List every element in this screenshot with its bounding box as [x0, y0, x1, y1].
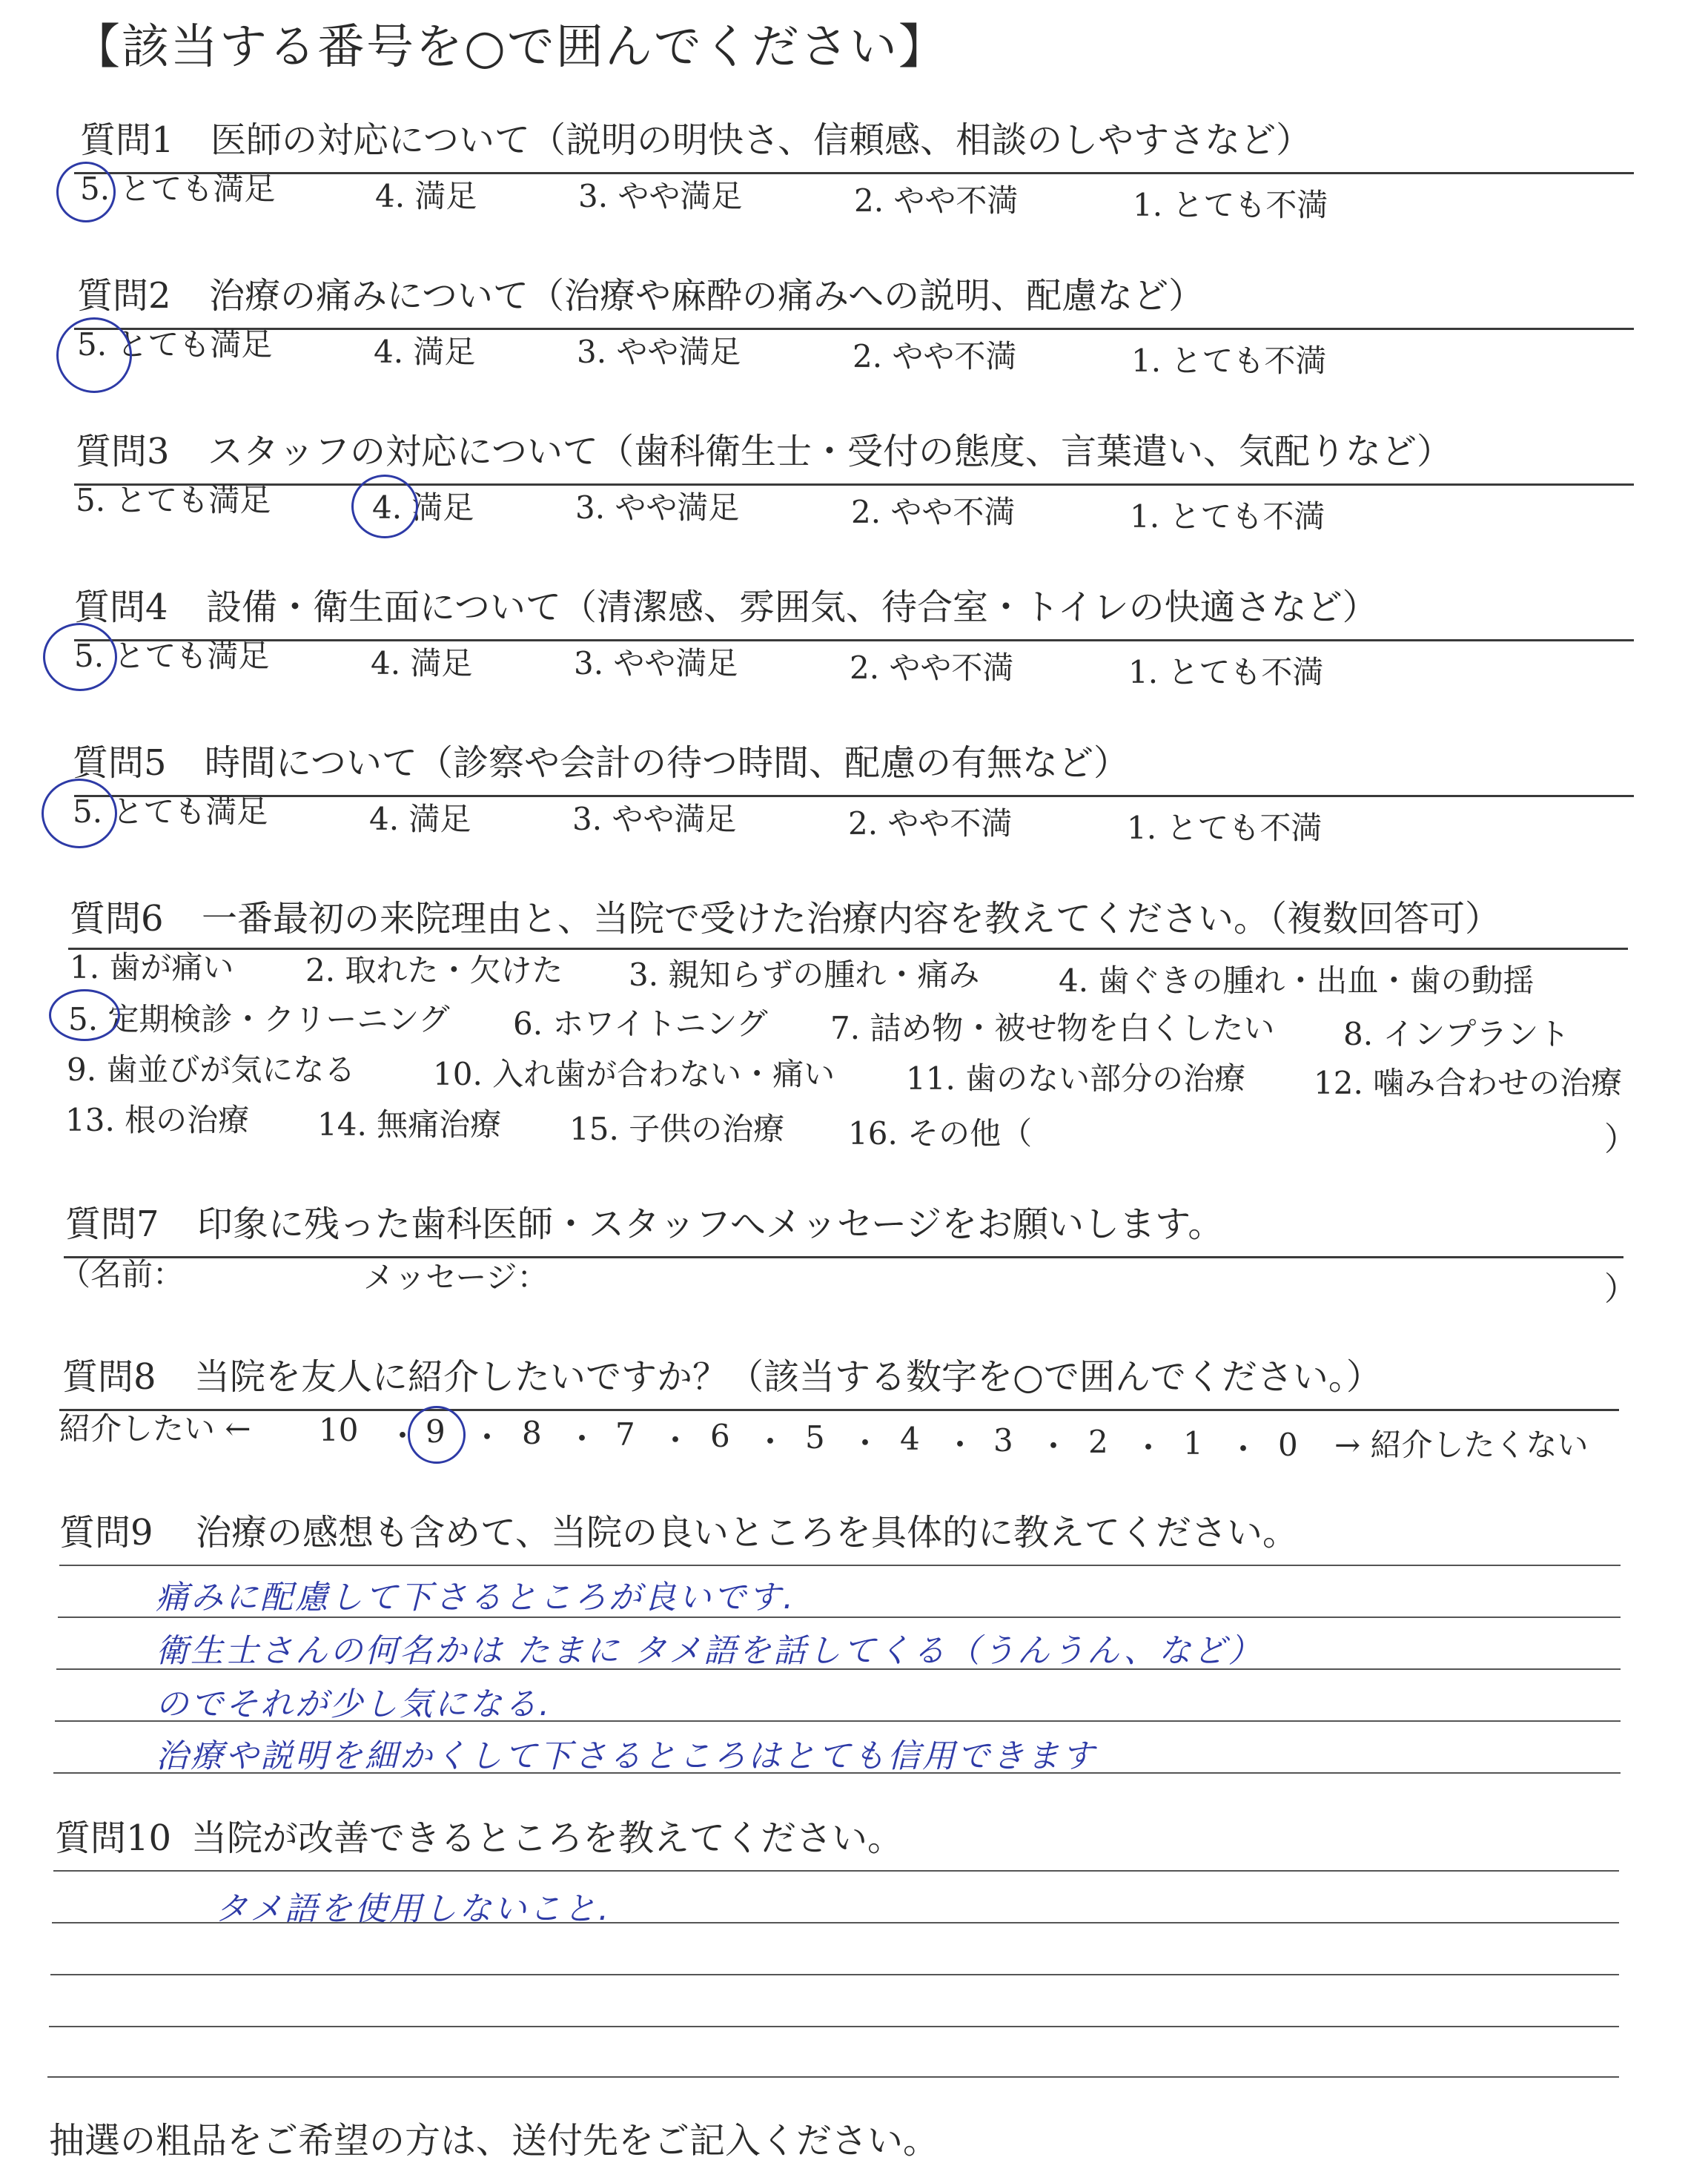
q8-sep: ・ — [944, 1427, 976, 1463]
q7-message-label: メッセージ： — [363, 1259, 549, 1295]
q2-selection-circle — [56, 317, 132, 393]
q8-sep: ・ — [1133, 1430, 1165, 1466]
q3-option-1[interactable]: 1. とても不満 — [1130, 498, 1325, 535]
q5-option-4[interactable]: 4. 満足 — [369, 801, 471, 837]
q9-line-1 — [59, 1565, 1621, 1566]
q6-option-4[interactable]: 4. 歯ぐきの腫れ・出血・歯の動揺 — [1059, 962, 1535, 999]
q4-rule — [74, 639, 1634, 641]
q1-option-3[interactable]: 3. やや満足 — [578, 178, 743, 214]
q6-option-1[interactable]: 1. 歯が痛い — [70, 949, 234, 985]
q6-option-2[interactable]: 2. 取れた・欠けた — [305, 952, 563, 988]
q6-text: 一番最初の来院理由と、当院で受けた治療内容を教えてください。（複数回答可） — [202, 898, 1501, 939]
q6-option-13[interactable]: 13. 根の治療 — [65, 1102, 250, 1138]
q8-selection-circle — [408, 1406, 466, 1464]
q1-rule — [74, 172, 1634, 174]
q8-sep: ・ — [660, 1422, 692, 1459]
q5-selection-circle — [42, 779, 117, 848]
q4-option-3[interactable]: 3. やや満足 — [574, 645, 738, 681]
q7-label: 質問7 — [65, 1203, 159, 1245]
q2-rule — [74, 328, 1634, 330]
q6-option-10[interactable]: 10. 入れ歯が合わない・痛い — [433, 1056, 835, 1092]
q10-line-5 — [47, 2076, 1619, 2078]
q4-selection-circle — [43, 623, 117, 691]
q8-scale-1[interactable]: 1 — [1183, 1425, 1203, 1462]
q1-option-1[interactable]: 1. とても不満 — [1133, 187, 1328, 223]
q9-answer-line-3: のでそれが少し気になる. — [156, 1685, 552, 1723]
q7-text: 印象に残った歯科医師・スタッフへメッセージをお願いします。 — [197, 1203, 1224, 1245]
q8-rule — [59, 1409, 1619, 1411]
q4-text: 設備・衛生面について（清潔感、雰囲気、待合室・トイレの快適さなど） — [206, 587, 1378, 628]
q3-rule — [74, 483, 1634, 486]
q4-option-5[interactable]: 5. とても満足 — [74, 638, 270, 674]
q1-option-2[interactable]: 2. やや不満 — [854, 182, 1019, 219]
q2-option-2[interactable]: 2. やや不満 — [853, 338, 1017, 374]
q6-option-6[interactable]: 6. ホワイトニング — [513, 1005, 768, 1042]
q1-option-5[interactable]: 5. とても満足 — [80, 171, 276, 207]
q7-name-label: （名前： — [59, 1256, 185, 1292]
q6-option-11[interactable]: 11. 歯のない部分の治療 — [906, 1060, 1246, 1097]
q4-option-4[interactable]: 4. 満足 — [371, 645, 473, 681]
q6-selection-circle — [49, 989, 120, 1041]
q3-option-3[interactable]: 3. やや満足 — [575, 489, 740, 526]
q8-scale-5[interactable]: 5 — [805, 1419, 825, 1456]
q3-text: スタッフの対応について（歯科衛生士・受付の態度、言葉遣い、気配りなど） — [208, 431, 1453, 472]
q8-scale-8[interactable]: 8 — [522, 1415, 542, 1451]
q3-option-4[interactable]: 4. 満足 — [372, 489, 474, 526]
q8-scale-9[interactable]: 9 — [426, 1413, 446, 1450]
q6-option-9[interactable]: 9. 歯並びが気になる — [67, 1051, 356, 1088]
q8-left-label: 紹介したい ← — [59, 1410, 251, 1447]
q9-answer-line-4: 治療や説明を細かくして下さるところはとても信用できます — [156, 1737, 1096, 1775]
q5-rule — [74, 795, 1634, 797]
q8-sep: ・ — [1038, 1428, 1070, 1464]
q2-label: 質問2 — [77, 275, 171, 317]
q6-close-paren: ） — [1604, 1120, 1637, 1158]
q6-option-7[interactable]: 7. 詰め物・被せ物を白くしたい — [830, 1010, 1275, 1046]
q9-text: 治療の感想も含めて、当院の良いところを具体的に教えてください。 — [196, 1512, 1299, 1553]
q6-option-14[interactable]: 14. 無痛治療 — [317, 1106, 502, 1143]
q2-option-5[interactable]: 5. とても満足 — [77, 326, 273, 363]
q8-sep: ・ — [1228, 1431, 1260, 1467]
q4-label: 質問4 — [74, 587, 168, 628]
q8-scale-7[interactable]: 7 — [615, 1416, 635, 1453]
q8-scale-6[interactable]: 6 — [710, 1418, 730, 1454]
q10-label: 質問10 — [55, 1817, 172, 1859]
q7-close-paren: ） — [1604, 1270, 1637, 1308]
q8-scale-2[interactable]: 2 — [1088, 1424, 1108, 1460]
q2-option-4[interactable]: 4. 満足 — [374, 334, 476, 370]
q5-option-2[interactable]: 2. やや不満 — [848, 805, 1013, 842]
q1-selection-circle — [56, 162, 116, 222]
footer-note: 抽選の粗品をご希望の方は、送付先をご記入ください。 — [49, 2120, 939, 2162]
q4-option-1[interactable]: 1. とても不満 — [1128, 654, 1324, 690]
q8-scale-10[interactable]: 10 — [319, 1412, 359, 1448]
q8-scale-0[interactable]: 0 — [1278, 1427, 1298, 1463]
q1-option-4[interactable]: 4. 満足 — [375, 178, 477, 214]
q6-rule — [68, 948, 1628, 950]
q8-scale-3[interactable]: 3 — [993, 1422, 1013, 1459]
q8-sep: ・ — [566, 1421, 598, 1457]
q10-text: 当院が改善できるところを教えてください。 — [191, 1817, 904, 1859]
q6-option-15[interactable]: 15. 子供の治療 — [569, 1111, 785, 1147]
q6-option-16[interactable]: 16. その他（ — [848, 1115, 1033, 1152]
form-title: 【該当する番号を○で囲んでください】 — [73, 20, 947, 75]
q6-option-5[interactable]: 5. 定期検診・クリーニング — [68, 1001, 450, 1037]
q9-label: 質問9 — [59, 1512, 153, 1553]
q8-sep: ・ — [387, 1418, 419, 1454]
q5-label: 質問5 — [73, 742, 167, 784]
q6-option-12[interactable]: 12. 噛み合わせの治療 — [1314, 1065, 1623, 1101]
q4-option-2[interactable]: 2. やや不満 — [850, 650, 1014, 686]
q3-selection-circle — [351, 475, 418, 538]
q5-text: 時間について（診察や会計の待つ時間、配慮の有無など） — [205, 742, 1130, 784]
q8-sep: ・ — [471, 1419, 503, 1456]
q2-option-3[interactable]: 3. やや満足 — [577, 334, 741, 370]
q8-scale-4[interactable]: 4 — [900, 1421, 920, 1457]
q6-option-3[interactable]: 3. 親知らずの腫れ・痛み — [629, 957, 980, 993]
q8-label: 質問8 — [62, 1356, 156, 1398]
q8-sep: ・ — [755, 1424, 787, 1460]
q10-line-3 — [50, 1974, 1619, 1975]
q3-option-2[interactable]: 2. やや不満 — [851, 494, 1016, 530]
q2-text: 治療の痛みについて（治療や麻酔の痛みへの説明、配慮など） — [209, 275, 1205, 317]
q5-option-1[interactable]: 1. とても不満 — [1127, 810, 1323, 846]
q7-rule — [64, 1256, 1623, 1258]
q9-answer-line-2: 衛生士さんの何名かは たまに タメ語を話してくる（うんうん、など） — [156, 1632, 1263, 1670]
q1-label: 質問1 — [80, 119, 174, 161]
q8-text: 当院を友人に紹介したいですか？（該当する数字を○で囲んでください。） — [194, 1356, 1382, 1398]
q3-option-5[interactable]: 5. とても満足 — [76, 482, 271, 518]
q1-text: 医師の対応について（説明の明快さ、信頼感、相談のしやすさなど） — [211, 119, 1312, 161]
q5-option-5[interactable]: 5. とても満足 — [73, 793, 268, 830]
q6-option-8[interactable]: 8. インプラント — [1343, 1016, 1570, 1052]
q6-label: 質問6 — [70, 898, 164, 939]
q8-sep: ・ — [850, 1425, 881, 1462]
q8-right-label: → 紹介したくない — [1334, 1427, 1589, 1463]
q9-answer-line-1: 痛みに配慮して下さるところが良いです. — [156, 1579, 795, 1617]
q2-option-1[interactable]: 1. とても不満 — [1131, 343, 1327, 379]
q5-option-3[interactable]: 3. やや満足 — [572, 801, 737, 837]
q10-answer-line-1: タメ語を使用しないこと. — [215, 1890, 611, 1928]
q10-line-1 — [53, 1870, 1619, 1872]
q10-line-4 — [49, 2026, 1619, 2027]
q3-label: 質問3 — [76, 431, 170, 472]
